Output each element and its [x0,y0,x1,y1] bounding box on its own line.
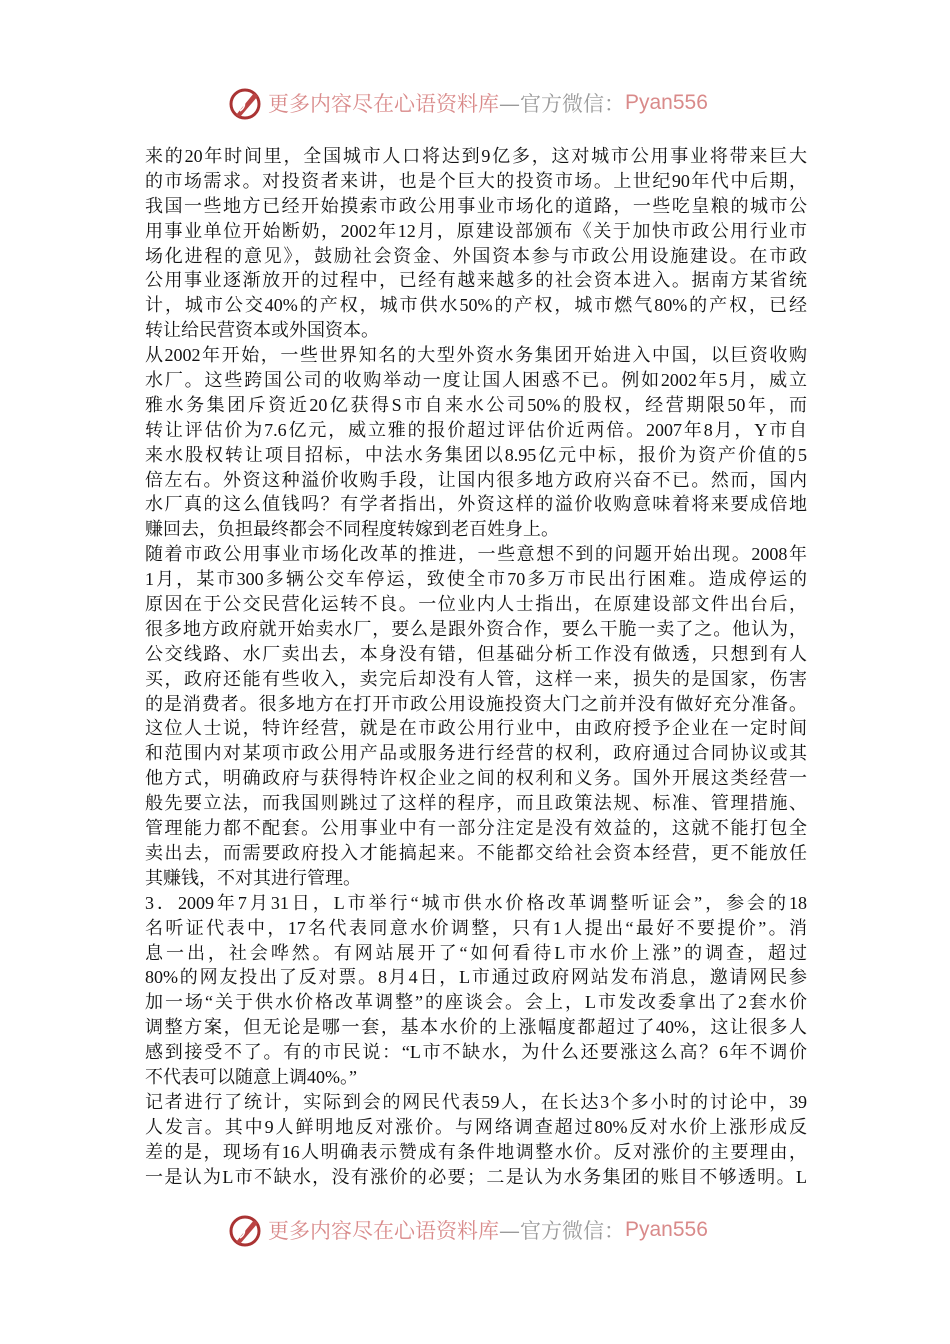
text-line: 我国一些地方已经开始摸索市政公用事业市场化的道路，一些吃皇粮的城市公 [145,195,807,216]
text-line: 感到接受不了。有的市民说：“L市不缺水，为什么还要涨这么高？6年不调价 [145,1042,807,1063]
pen-logo-icon [228,85,264,121]
banner-text-wechat-label: —官方微信： [499,1219,625,1243]
text-line: 公交线路、水厂卖出去，本身没有错，但基础分析工作没有做透，只想到有人 [145,643,807,664]
text-line: 管理能力都不配套。公用事业中有一部分注定是没有效益的，这就不能打包全 [145,818,807,839]
text-line: 名听证代表中，17名代表同意水价调整，只有1人提出“最好不要提价”。消 [145,917,807,938]
text-line: 计，城市公交40%的产权，城市供水50%的产权，城市燃气80%的产权，已经 [145,295,807,316]
text-line: 来的20年时间里，全国城市人口将达到9亿多，这对城市公用事业将带来巨大 [145,146,807,166]
text-line: 般先要立法，而我国则跳过了这样的程序，而且政策法规、标准、管理措施、 [145,793,807,814]
text-line: 随着市政公用事业市场化改革的推进，一些意想不到的问题开始出现。2008年 [145,544,807,565]
paragraph [145,542,807,890]
text-line: 转让评估价为7.6亿元，威立雅的报价超过评估价近两倍。2007年8月，Y市自 [145,419,807,440]
text-line: 加一场“关于供水价格改革调整”的座谈会。会上，L市发改委拿出了2套水价 [145,992,807,1013]
text-line: 的市场需求。对投资者来讲，也是个巨大的投资市场。上世纪90年代中后期， [145,170,807,191]
text-line: 的是消费者。很多地方在打开市政公用设施投资大门之前并没有做好充分准备。 [145,693,807,714]
paragraph [145,343,807,542]
text-line: 人发言。其中9人鲜明地反对涨价。与网络调查超过80%反对水价上涨形成反 [145,1116,807,1137]
banner-text-wechat-label: —官方微信： [499,92,625,116]
text-line: 倍左右。外资这种溢价收购手段，让国内很多地方政府兴奋不已。然而，国内 [145,469,807,490]
text-line: 其赚钱，不对其进行管理。 [145,867,361,888]
text-line: 和范围内对某项市政公用产品或服务进行经营的权利，政府通过合同协议或其 [145,743,807,764]
document-body [145,144,807,1189]
banner-text-wechat-id: Pyan556 [625,91,708,114]
text-line: 转让给民营资本或外国资本。 [145,320,379,341]
banner-text-main: 更多内容尽在心语资料库 [268,1219,499,1243]
text-line: 80%的网友投出了反对票。8月4日，L市通过政府网站发布消息，邀请网民参 [145,967,807,988]
text-line: 1月，某市300多辆公交车停运，致使全市70多万市民出行困难。造成停运的 [145,569,807,590]
paragraph [145,891,807,1090]
text-line: 卖出去，而需要政府投入才能搞起来。不能都交给社会资本经营，更不能放任 [145,842,807,863]
text-line: 这位人士说，特许经营，就是在市政公用行业中，由政府授予企业在一定时间 [145,718,807,739]
text-line: 水厂真的这么值钱吗？有学者指出，外资这样的溢价收购意味着将来要成倍地 [145,494,807,515]
text-line: 差的是，现场有16人明确表示赞成有条件地调整水价。反对涨价的主要理由， [145,1141,807,1162]
text-line: 记者进行了统计，实际到会的网民代表59人，在长达3个多小时的讨论中，39 [145,1091,807,1112]
footer-watermark-banner [228,1210,708,1250]
text-line: 原因在于公交民营化运转不良。一位业内人士指出，在原建设部文件出台后， [145,594,807,615]
text-line: 一是认为L市不缺水，没有涨价的必要；二是认为水务集团的账目不够透明。L [145,1166,807,1187]
text-line: 公用事业逐渐放开的过程中，已经有越来越多的社会资本进入。据南方某省统 [145,270,807,291]
paragraph [145,144,807,343]
text-line: 从2002年开始，一些世界知名的大型外资水务集团开始进入中国，以巨资收购 [145,345,807,366]
text-line: 买，政府还能有些收入，卖完后却没有人管，这样一来，损失的是国家，伤害 [145,668,807,689]
text-line: 息一出，社会哗然。有网站展开了“如何看待L市水价上涨”的调查，超过 [145,942,807,963]
text-line: 用事业单位开始断奶，2002年12月，原建设部颁布《关于加快市政公用行业市 [145,220,807,241]
paragraph [145,1090,807,1190]
text-line: 他方式，明确政府与获得特许权企业之间的权利和义务。国外开展这类经营一 [145,768,807,789]
text-line: 场化进程的意见》，鼓励社会资金、外国资本参与市政公用设施建设。在市政 [145,245,807,266]
text-line: 水厂。这些跨国公司的收购举动一度让国人困惑不已。例如2002年5月，威立 [145,370,807,391]
text-line: 很多地方政府就开始卖水厂，要么是跟外资合作，要么干脆一卖了之。他认为， [145,618,807,639]
text-line: 调整方案，但无论是哪一套，基本水价的上涨幅度都超过了40%，这让很多人 [145,1017,807,1038]
header-watermark-banner [228,83,708,123]
text-line: 赚回去，负担最终都会不同程度转嫁到老百姓身上。 [145,519,559,540]
text-line: 雅水务集团斥资近20亿获得S市自来水公司50%的股权，经营期限50年，而 [145,394,807,415]
text-line: 不代表可以随意上调40%。” [145,1066,357,1087]
text-line: 来水股权转让项目招标，中法水务集团以8.95亿元中标，报价为资产价值的5 [145,444,807,465]
banner-text-wechat-id: Pyan556 [625,1218,708,1241]
text-line: 3．2009年7月31日，L市举行“城市供水价格改革调整听证会”，参会的18 [145,892,807,913]
pen-logo-icon [228,1212,264,1248]
banner-text-main: 更多内容尽在心语资料库 [268,92,499,116]
